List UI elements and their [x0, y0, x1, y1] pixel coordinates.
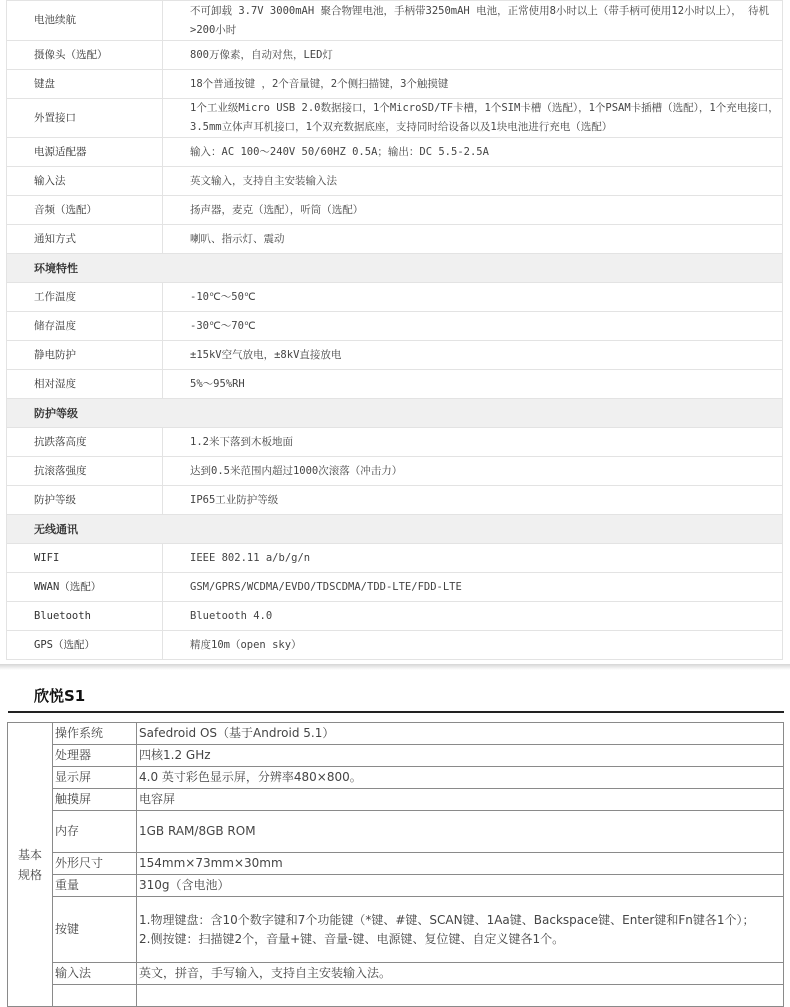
spec-label: 电池续航 — [7, 1, 163, 41]
spec-value: 不可卸载 3.7V 3000mAH 聚合物锂电池，手柄带3250mAH 电池，正常使用8小时以上（带手柄可使用12小时以上）， 待机>200小时 — [163, 1, 783, 41]
spec-value: 英文输入，支持自主安装输入法 — [163, 167, 783, 196]
spec-row — [7, 167, 783, 196]
section-header — [7, 515, 783, 544]
spec-group-label — [8, 723, 53, 1007]
spec-val: 4.0 英寸彩色显示屏，分辨率480×800。 — [137, 767, 784, 789]
spec-row — [7, 70, 783, 99]
spec-label: GPS（选配） — [7, 631, 163, 660]
spec-row — [7, 370, 783, 399]
spec-row — [8, 723, 784, 745]
spec-label: 摄像头（选配） — [7, 41, 163, 70]
section-header — [7, 254, 783, 283]
spec-value: -30℃～70℃ — [163, 312, 783, 341]
spec-key: 输入法 — [53, 963, 137, 985]
title-rule — [8, 711, 784, 713]
spec-row — [7, 1, 783, 41]
spec-row — [7, 428, 783, 457]
spec-val: 四核1.2 GHz — [137, 745, 784, 767]
spec-row — [7, 312, 783, 341]
spec-value: 5%～95%RH — [163, 370, 783, 399]
spec-key — [53, 985, 137, 1007]
spec-val: 英文，拼音，手写输入，支持自主安装输入法。 — [137, 963, 784, 985]
spec-label: 外置接口 — [7, 99, 163, 138]
spec-label: 键盘 — [7, 70, 163, 99]
section-title: 环境特性 — [7, 254, 783, 283]
spec-row — [8, 767, 784, 789]
spec-label: 抗跌落高度 — [7, 428, 163, 457]
spec-row — [7, 225, 783, 254]
spec-value: 1.2米下落到木板地面 — [163, 428, 783, 457]
spec-value: 输入：AC 100～240V 50/60HZ 0.5A；输出：DC 5.5-2.5A — [163, 138, 783, 167]
spec-label: 工作温度 — [7, 283, 163, 312]
spec-val: 154mm×73mm×30mm — [137, 853, 784, 875]
spec-label: 相对湿度 — [7, 370, 163, 399]
spec-value: 达到0.5米范围内超过1000次滚落（冲击力） — [163, 457, 783, 486]
group-label-text: 基本规格 — [17, 847, 42, 882]
section-divider-shadow — [0, 664, 790, 670]
spec-row — [7, 573, 783, 602]
spec-value: -10℃～50℃ — [163, 283, 783, 312]
spec-row — [8, 897, 784, 963]
spec-row — [8, 875, 784, 897]
spec-label: WIFI — [7, 544, 163, 573]
spec-key: 显示屏 — [53, 767, 137, 789]
spec-label: 输入法 — [7, 167, 163, 196]
spec-value: 喇叭、指示灯、震动 — [163, 225, 783, 254]
spec-val: 310g（含电池） — [137, 875, 784, 897]
spec-value: 精度10m（open sky） — [163, 631, 783, 660]
spec-label: Bluetooth — [7, 602, 163, 631]
spec-row — [7, 457, 783, 486]
spec-row — [7, 99, 783, 138]
section-title: 防护等级 — [7, 399, 783, 428]
spec-val-line: 2.侧按键：扫描键2个，音量+键、音量-键、电源键、复位键、自定义键各1个。 — [139, 931, 565, 946]
spec-label: 通知方式 — [7, 225, 163, 254]
spec-row — [7, 341, 783, 370]
spec-row — [7, 196, 783, 225]
spec-row — [7, 602, 783, 631]
spec-val-line: 1.物理键盘：含10个数字键和7个功能键（*键、#键、SCAN键、1Aa键、Backspace键、Enter键和Fn键各1个）； — [139, 912, 755, 927]
spec-label: WWAN（选配） — [7, 573, 163, 602]
spec-row — [7, 631, 783, 660]
spec-value: Bluetooth 4.0 — [163, 602, 783, 631]
spec-row — [8, 963, 784, 985]
spec-val — [137, 897, 784, 963]
spec-table-top — [6, 0, 783, 660]
spec-table-basic — [7, 722, 784, 1007]
spec-key: 按键 — [53, 897, 137, 963]
spec-row — [8, 811, 784, 853]
spec-label: 抗滚落强度 — [7, 457, 163, 486]
spec-value: 18个普通按键 ，2个音量键，2个侧扫描键，3个触摸键 — [163, 70, 783, 99]
spec-value: IP65工业防护等级 — [163, 486, 783, 515]
spec-row — [7, 486, 783, 515]
spec-value: ±15kV空气放电，±8kV直接放电 — [163, 341, 783, 370]
spec-row — [8, 985, 784, 1007]
spec-val: 1GB RAM/8GB ROM — [137, 811, 784, 853]
spec-row — [8, 745, 784, 767]
section-header — [7, 399, 783, 428]
spec-row — [8, 789, 784, 811]
spec-row — [7, 138, 783, 167]
spec-key: 内存 — [53, 811, 137, 853]
spec-key: 处理器 — [53, 745, 137, 767]
spec-row — [7, 544, 783, 573]
spec-label: 储存温度 — [7, 312, 163, 341]
spec-val: Safedroid OS（基于Android 5.1） — [137, 723, 784, 745]
spec-row — [8, 853, 784, 875]
spec-key: 重量 — [53, 875, 137, 897]
spec-row — [7, 283, 783, 312]
spec-value: 扬声器，麦克（选配），听筒（选配） — [163, 196, 783, 225]
spec-label: 音频（选配） — [7, 196, 163, 225]
spec-key: 外形尺寸 — [53, 853, 137, 875]
section-title: 无线通讯 — [7, 515, 783, 544]
spec-val — [137, 985, 784, 1007]
product-title: 欣悦S1 — [34, 687, 86, 705]
spec-label: 防护等级 — [7, 486, 163, 515]
spec-value: 1个工业级Micro USB 2.0数据接口，1个MicroSD/TF卡槽，1个SIM卡槽（选配），1个PSAM卡插槽（选配），1个充电接口，3.5mm立体声耳机接口，1个双充数据底座，支持同时给设备以及1块电池进行充电（选配） — [163, 99, 783, 138]
spec-value: 800万像素，自动对焦，LED灯 — [163, 41, 783, 70]
spec-value: GSM/GPRS/WCDMA/EVDO/TDSCDMA/TDD-LTE/FDD-LTE — [163, 573, 783, 602]
spec-key: 操作系统 — [53, 723, 137, 745]
spec-value: IEEE 802.11 a/b/g/n — [163, 544, 783, 573]
spec-label: 静电防护 — [7, 341, 163, 370]
spec-val: 电容屏 — [137, 789, 784, 811]
spec-label: 电源适配器 — [7, 138, 163, 167]
spec-row — [7, 41, 783, 70]
spec-key: 触摸屏 — [53, 789, 137, 811]
